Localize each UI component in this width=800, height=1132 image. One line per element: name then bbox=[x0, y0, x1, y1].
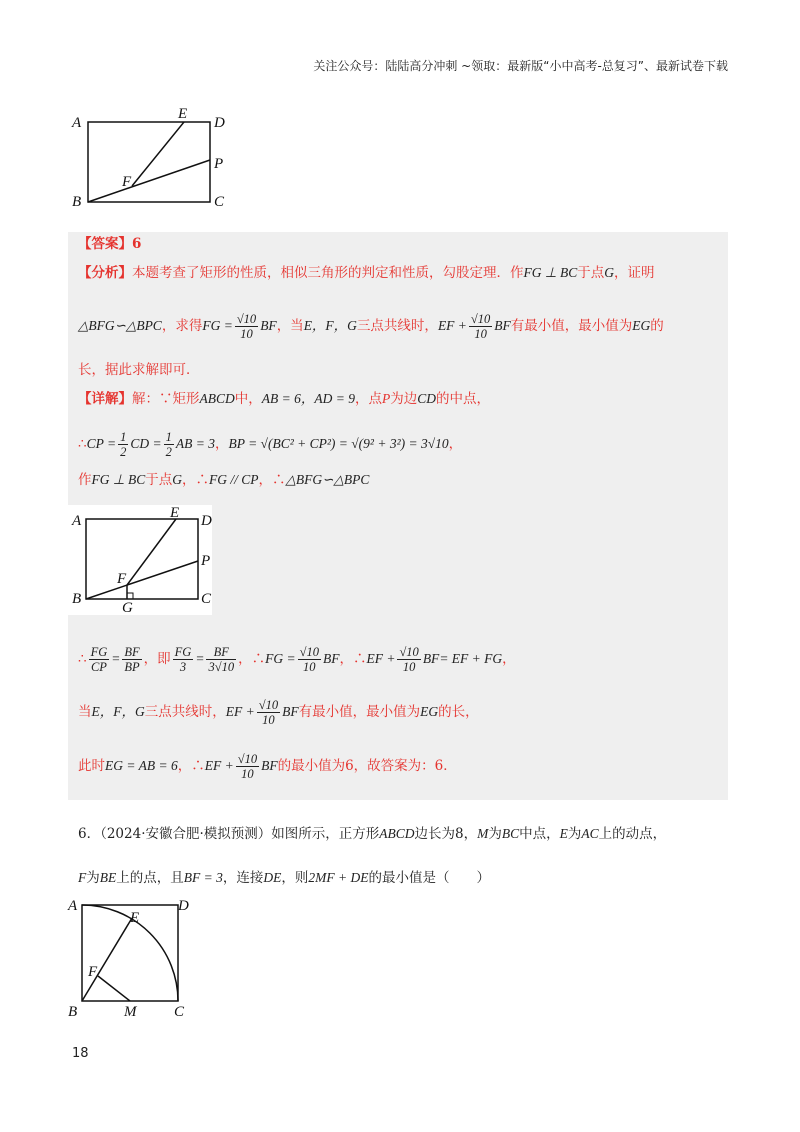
text-min: 有最小值，最小值为 bbox=[510, 318, 633, 334]
label-d: D bbox=[214, 115, 225, 131]
q-text-9: ，连接 bbox=[222, 870, 264, 886]
math-f: F bbox=[78, 870, 87, 885]
fraction-sqrt10-10 bbox=[235, 312, 258, 341]
fraction-sqrt10-10-c bbox=[298, 645, 321, 674]
math-de: DE bbox=[263, 870, 282, 885]
detail-line-5 bbox=[78, 698, 479, 727]
label-b: B bbox=[68, 1004, 78, 1020]
q-text-8: 上的点，且 bbox=[116, 870, 184, 886]
math-fg-eq: FG = bbox=[202, 318, 233, 333]
figure-square bbox=[66, 894, 196, 1020]
math-ab-ad: AB = 6，AD = 9 bbox=[261, 391, 355, 406]
frac-den: BP bbox=[124, 660, 140, 674]
label-a: A bbox=[72, 513, 82, 529]
detail-tag: 【详解】 bbox=[78, 391, 132, 407]
label-p: P bbox=[214, 156, 224, 172]
label-e: E bbox=[130, 910, 140, 926]
text-length: 的长， bbox=[438, 704, 479, 720]
math-similar: △BFG∽△BPC bbox=[78, 318, 162, 333]
math-ab-3: AB = 3 bbox=[175, 436, 215, 451]
detail-line-6 bbox=[78, 752, 457, 781]
label-b: B bbox=[72, 194, 82, 210]
frac-num: BF bbox=[206, 645, 236, 660]
analysis-line-2 bbox=[78, 312, 664, 341]
text-de: 的 bbox=[650, 318, 664, 334]
text-so-5: ，∴ bbox=[177, 758, 205, 774]
text-so-4: ，∴ bbox=[339, 651, 367, 667]
text-so: ，∴ bbox=[182, 472, 210, 488]
frac-den: 10 bbox=[474, 327, 487, 341]
frac-num: √10 bbox=[399, 645, 419, 659]
label-f: F bbox=[88, 964, 98, 980]
math-g-2: G bbox=[172, 472, 183, 487]
fraction-fg-cp bbox=[89, 645, 110, 674]
math-abcd-q: ABCD bbox=[379, 826, 415, 841]
frac-num: √10 bbox=[299, 645, 319, 659]
fraction-sqrt10-10-d bbox=[397, 645, 420, 674]
frac-den: 10 bbox=[262, 713, 275, 727]
math-bf: BF bbox=[494, 318, 511, 333]
therefore-icon: ∴ bbox=[78, 651, 87, 667]
label-f: F bbox=[122, 174, 132, 190]
math-fg-perp: FG ⊥ BC bbox=[91, 472, 146, 487]
q-text-6: 上的动点， bbox=[598, 826, 667, 842]
text-cishi: 此时 bbox=[78, 758, 105, 774]
label-c: C bbox=[174, 1004, 185, 1020]
frac-num: √10 bbox=[258, 698, 279, 712]
text-prove: ，证明 bbox=[614, 265, 655, 281]
label-d: D bbox=[201, 513, 212, 529]
math-efg-2: E，F，G bbox=[91, 704, 145, 719]
math-sum: = EF + FG bbox=[439, 651, 503, 666]
text-so-3: ，∴ bbox=[238, 651, 266, 667]
math-ef-plus-3: EF + bbox=[225, 704, 255, 719]
fraction-sqrt10-10-b bbox=[469, 312, 492, 341]
text-ji: ，即 bbox=[143, 651, 171, 667]
text-when: ，当 bbox=[276, 318, 304, 334]
figure-rectangle-1 bbox=[64, 100, 244, 216]
label-b: B bbox=[72, 591, 82, 607]
text-zhong: 中， bbox=[234, 391, 262, 407]
text-min-2: 有最小值，最小值为 bbox=[298, 704, 421, 720]
page-number: 18 bbox=[72, 1046, 89, 1061]
text-side: 为边 bbox=[390, 391, 418, 407]
detail-line-4: ∴ $\frac{FG}{CP}$ = $\frac{BF}{BP}$ ，即 $\frac{FG}{3}$ = $\frac{BF}{3√10}$ ，∴FG = $\frac{√10}{10}$ BF，∴EF + $\frac{√10}{10}$ BF= EF + FG， bbox=[78, 645, 516, 674]
text-dang: 当 bbox=[78, 704, 92, 720]
analysis-text-3: 长，据此求解即可． bbox=[78, 362, 200, 378]
math-bf-3: BF = 3 bbox=[183, 870, 223, 885]
math-bf: BF bbox=[260, 318, 277, 333]
math-fg-eq-2: FG = bbox=[265, 651, 296, 666]
frac-den: 10 bbox=[240, 327, 253, 341]
label-g: G bbox=[122, 600, 133, 616]
question-line-1 bbox=[78, 822, 666, 842]
math-bf: BF bbox=[261, 758, 278, 773]
detail-line-2: ∴CP = $\frac{1}{2}$ CD = $\frac{1}{2}$ AB = 3，BP = √(BC² + CP²) = √(9² + 3²) = 3√10， bbox=[78, 430, 463, 459]
math-cd-eq: CD = bbox=[130, 436, 162, 451]
frac-num: 1 bbox=[165, 430, 172, 444]
fraction-bf-3sqrt10 bbox=[206, 645, 236, 674]
frac-den: 10 bbox=[402, 660, 416, 674]
math-bp: BP = √(BC² + CP²) = √(9² + 3²) = 3√10 bbox=[228, 436, 449, 451]
math-g: G bbox=[604, 265, 615, 280]
frac-num: 1 bbox=[120, 430, 127, 444]
text-so-2: ，∴ bbox=[258, 472, 286, 488]
math-p: P bbox=[381, 391, 391, 406]
therefore-icon: ∴ bbox=[78, 436, 87, 452]
math-ef-plus-2: EF + bbox=[366, 651, 396, 666]
text-point: ，点 bbox=[354, 391, 382, 407]
figure-rectangle-2 bbox=[68, 505, 214, 617]
math-2mf-de: 2MF + DE bbox=[308, 870, 369, 885]
frac-den: 3 bbox=[179, 660, 187, 674]
analysis-tag: 【分析】 bbox=[78, 265, 132, 281]
label-c: C bbox=[214, 194, 225, 210]
detail-line-3 bbox=[78, 470, 369, 490]
math-e: E bbox=[559, 826, 568, 841]
math-ef-plus: EF + bbox=[437, 318, 467, 333]
math-eg-2: EG bbox=[420, 704, 439, 719]
math-efg: E，F，G bbox=[303, 318, 357, 333]
math-fg-perp-bc: FG ⊥ BC bbox=[523, 265, 578, 280]
frac-num: FG bbox=[90, 645, 108, 659]
frac-num: √10 bbox=[236, 312, 257, 326]
label-d: D bbox=[178, 898, 189, 914]
label-e: E bbox=[170, 505, 180, 521]
math-abcd: ABCD bbox=[199, 391, 235, 406]
frac-den: 3√10 bbox=[208, 660, 235, 674]
text-rect: 解：∵矩形 bbox=[132, 391, 200, 407]
label-a: A bbox=[72, 115, 82, 131]
q-text-3: 为 bbox=[488, 826, 502, 842]
analysis-line-3 bbox=[78, 360, 200, 380]
q-text-11: 的最小值是（ ） bbox=[368, 870, 490, 886]
math-bc: BC bbox=[501, 826, 520, 841]
frac-den: CP bbox=[90, 660, 107, 674]
math-similar-2: △BFG∽△BPC bbox=[285, 472, 370, 487]
label-a: A bbox=[68, 898, 78, 914]
detail-line-1 bbox=[78, 389, 490, 409]
label-f: F bbox=[117, 571, 127, 587]
label-e: E bbox=[178, 106, 188, 122]
text-yudian-2: 于点 bbox=[145, 472, 173, 488]
q-text-1: 6．（2024·安徽合肥·模拟预测）如图所示，正方形 bbox=[78, 826, 380, 842]
math-cp: CP = bbox=[86, 436, 117, 451]
math-cd: CD bbox=[417, 391, 436, 406]
text-collinear-2: 三点共线时， bbox=[144, 704, 226, 720]
math-bf: BF bbox=[422, 651, 440, 666]
math-bf: BF bbox=[322, 651, 340, 666]
text-yudian: 于点 bbox=[577, 265, 605, 281]
fraction-sqrt10-10-e bbox=[257, 698, 280, 727]
frac-num: FG bbox=[174, 645, 192, 659]
q-text-4: 中点， bbox=[519, 826, 560, 842]
text-collinear: 三点共线时， bbox=[356, 318, 438, 334]
math-eg-ab: EG = AB = 6 bbox=[105, 758, 178, 773]
frac-den: 2 bbox=[120, 445, 127, 459]
label-m: M bbox=[124, 1004, 137, 1020]
fraction-half-b bbox=[164, 430, 174, 459]
frac-den: 10 bbox=[303, 660, 316, 674]
math-ef-plus-4: EF + bbox=[204, 758, 234, 773]
answer-tag: 【答案】6 bbox=[78, 236, 142, 252]
answer-line bbox=[78, 234, 141, 254]
math-bf: BF bbox=[282, 704, 299, 719]
math-parallel: FG // CP bbox=[209, 472, 259, 487]
math-eg: EG bbox=[632, 318, 651, 333]
q-text-10: ，则 bbox=[281, 870, 309, 886]
frac-den: 10 bbox=[241, 767, 254, 781]
page-header: 关注公众号：陆陆高分冲刺 ~领取：最新版“小中高考-总复习”、最新试卷下载 bbox=[313, 59, 728, 73]
analysis-line-1 bbox=[78, 263, 655, 283]
text-final-answer: 的最小值为6，故答案为：6． bbox=[277, 758, 457, 774]
math-ac: AC bbox=[581, 826, 599, 841]
text-zuo: 作 bbox=[78, 472, 92, 488]
fraction-fg-3 bbox=[173, 645, 194, 674]
question-line-2 bbox=[78, 866, 490, 886]
text-obtain: ，求得 bbox=[161, 318, 203, 334]
q-text-5: 为 bbox=[567, 826, 582, 842]
fraction-half bbox=[118, 430, 128, 459]
q-text-7: 为 bbox=[86, 870, 100, 886]
label-p: P bbox=[201, 553, 211, 569]
math-be: BE bbox=[99, 870, 117, 885]
q-text-2: 边长为8， bbox=[414, 826, 478, 842]
analysis-text: 本题考查了矩形的性质，相似三角形的判定和性质，勾股定理．作 bbox=[132, 265, 524, 281]
frac-num: √10 bbox=[237, 752, 258, 766]
fraction-bf-bp bbox=[122, 645, 141, 674]
fraction-sqrt10-10-f bbox=[236, 752, 259, 781]
text-midpoint: 的中点， bbox=[435, 391, 490, 407]
label-c: C bbox=[201, 591, 212, 607]
frac-num: √10 bbox=[470, 312, 491, 326]
frac-den: 2 bbox=[165, 445, 172, 459]
math-m: M bbox=[477, 826, 489, 841]
frac-num: BF bbox=[124, 645, 140, 659]
